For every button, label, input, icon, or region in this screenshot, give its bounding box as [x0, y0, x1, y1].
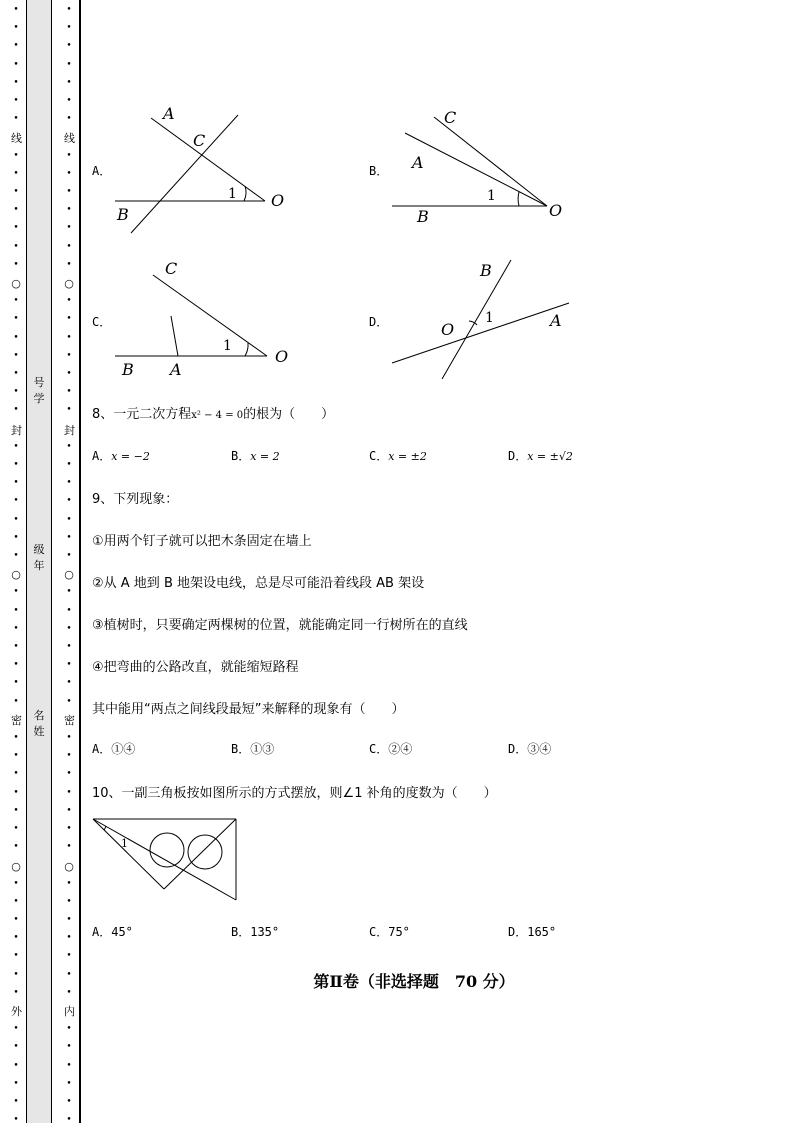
outer-dot: • — [13, 533, 19, 543]
fig-c-angle-1: 1 — [223, 338, 232, 354]
inner-mark: 线 — [64, 132, 75, 145]
outer-dot: • — [13, 642, 19, 652]
q9-option-d: D．③④ — [508, 742, 552, 756]
inner-dot: • — [66, 78, 72, 88]
inner-dot: • — [66, 733, 72, 743]
q9-option-c: C．②④ — [369, 742, 413, 756]
inner-dot: • — [66, 496, 72, 506]
outer-dot: • — [13, 260, 19, 270]
binding-line — [79, 0, 81, 1123]
fig-c-label-b: B — [122, 360, 134, 379]
outer-dot: • — [13, 915, 19, 925]
inner-dot: • — [66, 879, 72, 889]
outer-dot: • — [13, 988, 19, 998]
q9-question: 其中能用“两点之间线段最短”来解释的现象有（ ） — [92, 702, 405, 717]
q10-stem: 10、一副三角板按如图所示的方式摆放，则∠1 补角的度数为（ ） — [92, 786, 497, 801]
fig-b-label-c: C — [444, 108, 457, 127]
outer-dot: • — [13, 387, 19, 397]
inner-dot: • — [66, 5, 72, 15]
section-title: 第Ⅱ卷（非选择题 70 分） — [313, 972, 515, 991]
outer-dot: • — [13, 751, 19, 761]
outer-dot: • — [13, 478, 19, 488]
fig-b-label-o: O — [549, 201, 563, 220]
fig-d-label-a: A — [550, 311, 562, 330]
outer-dot: • — [13, 769, 19, 779]
fig-b-label-a: A — [412, 153, 424, 172]
outer-dot: • — [13, 496, 19, 506]
q8-option-b: B．x = 2 — [231, 449, 280, 463]
inner-dot: • — [66, 533, 72, 543]
outer-dot: • — [13, 1061, 19, 1071]
inner-dot: • — [66, 205, 72, 215]
inner-dot: • — [66, 606, 72, 616]
outer-dot: • — [13, 333, 19, 343]
outer-circle: ○ — [11, 277, 21, 290]
inner-dot: • — [66, 970, 72, 980]
outer-dot: • — [13, 624, 19, 634]
outer-dot: • — [13, 587, 19, 597]
inner-mark: 封 — [64, 424, 75, 437]
inner-dot: • — [66, 23, 72, 33]
inner-dot: • — [66, 96, 72, 106]
inner-dot: • — [66, 260, 72, 270]
q7-option-c-label: C． — [92, 315, 112, 329]
outer-dot: • — [13, 606, 19, 616]
inner-dot: • — [66, 788, 72, 798]
q9-item-3: ③植树时，只要确定两棵树的位置，就能确定同一行树所在的直线 — [92, 618, 468, 633]
inner-dot: • — [66, 442, 72, 452]
fig-d-label-b: B — [480, 261, 492, 280]
outer-dot: • — [13, 23, 19, 33]
outer-dot: • — [13, 114, 19, 124]
outer-dot: • — [13, 842, 19, 852]
outer-dot: • — [13, 5, 19, 15]
inner-dot: • — [66, 1079, 72, 1089]
q7-figure-a — [105, 100, 295, 240]
fig-c-label-c: C — [165, 259, 178, 278]
outer-dot: • — [13, 879, 19, 889]
inner-dot: • — [66, 1042, 72, 1052]
outer-dot: • — [13, 169, 19, 179]
inner-dot: • — [66, 642, 72, 652]
inner-dot: • — [66, 187, 72, 197]
binding-margin — [0, 0, 82, 1123]
inner-dot: • — [66, 351, 72, 361]
outer-mark: 封 — [11, 424, 22, 437]
inner-dot: • — [66, 933, 72, 943]
inner-dot: • — [66, 824, 72, 834]
q7-option-a-label: A． — [92, 164, 112, 178]
q10-triangle-figure — [92, 816, 242, 906]
inner-dot: • — [66, 114, 72, 124]
inner-dotted-column — [64, 0, 74, 1123]
q7-figure-c — [105, 255, 305, 385]
outer-dot: • — [13, 1079, 19, 1089]
inner-dot: • — [66, 697, 72, 707]
outer-mark: 外 — [11, 1005, 22, 1018]
q9-option-a: A．①④ — [92, 742, 136, 756]
inner-mark: 密 — [64, 714, 75, 727]
outer-dotted-column — [11, 0, 21, 1123]
q8-option-d: D．x = ±√2 — [508, 449, 573, 463]
q10-angle-1: 1 — [121, 837, 128, 850]
inner-dot: • — [66, 242, 72, 252]
outer-dot: • — [13, 897, 19, 907]
outer-dot: • — [13, 205, 19, 215]
inner-dot: • — [66, 660, 72, 670]
outer-dot: • — [13, 678, 19, 688]
inner-dot: • — [66, 169, 72, 179]
outer-dot: • — [13, 460, 19, 470]
outer-dot: • — [13, 60, 19, 70]
inner-dot: • — [66, 587, 72, 597]
inner-dot: • — [66, 1061, 72, 1071]
outer-dot: • — [13, 242, 19, 252]
outer-dot: • — [13, 369, 19, 379]
outer-dot: • — [13, 41, 19, 51]
q9-item-4: ④把弯曲的公路改直，就能缩短路程 — [92, 660, 299, 675]
q8-option-a: A．x = −2 — [92, 449, 150, 463]
fig-a-label-b: B — [117, 205, 129, 224]
inner-mark: 内 — [64, 1005, 75, 1018]
outer-dot: • — [13, 151, 19, 161]
inner-dot: • — [66, 369, 72, 379]
outer-circle: ○ — [11, 860, 21, 873]
outer-mark: 线 — [11, 132, 22, 145]
inner-circle: ○ — [64, 860, 74, 873]
outer-dot: • — [13, 1115, 19, 1125]
q10-option-c: C．75° — [369, 925, 410, 939]
inner-dot: • — [66, 678, 72, 688]
outer-dot: • — [13, 660, 19, 670]
inner-dot: • — [66, 314, 72, 324]
inner-dot: • — [66, 223, 72, 233]
q9-item-2: ②从 A 地到 B 地架设电线，总是尽可能沿着线段 AB 架设 — [92, 576, 425, 591]
inner-circle: ○ — [64, 277, 74, 290]
fig-a-angle-1: 1 — [228, 186, 237, 202]
q9-item-1: ①用两个钉子就可以把木条固定在墙上 — [92, 534, 312, 549]
outer-dot: • — [13, 1024, 19, 1034]
inner-dot: • — [66, 751, 72, 761]
q9-option-b: B．①③ — [231, 742, 275, 756]
inner-circle: ○ — [64, 568, 74, 581]
outer-dot: • — [13, 405, 19, 415]
q8-stem: 8、一元二次方程x² − 4 = 0的根为（ ） — [92, 407, 335, 422]
inner-dot: • — [66, 333, 72, 343]
inner-dot: • — [66, 1024, 72, 1034]
outer-mark: 密 — [11, 714, 22, 727]
q7-option-d-label: D． — [369, 315, 389, 329]
q7-figure-d — [385, 255, 585, 385]
inner-dot: • — [66, 460, 72, 470]
outer-dot: • — [13, 442, 19, 452]
inner-dot: • — [66, 915, 72, 925]
fig-c-label-o: O — [275, 347, 289, 366]
inner-dot: • — [66, 769, 72, 779]
q10-option-d: D．165° — [508, 925, 557, 939]
fig-d-angle-1: 1 — [485, 310, 494, 326]
inner-dot: • — [66, 41, 72, 51]
fig-a-label-a: A — [163, 104, 175, 123]
inner-dot: • — [66, 1097, 72, 1107]
q7-figure-b — [385, 100, 585, 235]
inner-dot: • — [66, 988, 72, 998]
outer-dot: • — [13, 223, 19, 233]
q10-option-a: A．45° — [92, 925, 133, 939]
fig-b-angle-1: 1 — [487, 188, 496, 204]
inner-dot: • — [66, 951, 72, 961]
fig-a-label-c: C — [193, 131, 206, 150]
fig-a-label-o: O — [271, 191, 285, 210]
outer-dot: • — [13, 933, 19, 943]
inner-dot: • — [66, 405, 72, 415]
q7-option-b-label: B． — [369, 164, 389, 178]
inner-dot: • — [66, 478, 72, 488]
outer-dot: • — [13, 951, 19, 961]
inner-dot: • — [66, 842, 72, 852]
inner-dot: • — [66, 151, 72, 161]
inner-dot: • — [66, 624, 72, 634]
inner-dot: • — [66, 515, 72, 525]
outer-dot: • — [13, 351, 19, 361]
field-student-number: 号学 — [33, 376, 45, 405]
outer-dot: • — [13, 733, 19, 743]
inner-dot: • — [66, 387, 72, 397]
fig-d-label-o: O — [441, 320, 455, 339]
outer-dot: • — [13, 970, 19, 980]
inner-dot: • — [66, 296, 72, 306]
outer-dot: • — [13, 296, 19, 306]
fig-b-label-b: B — [417, 207, 429, 226]
outer-dot: • — [13, 824, 19, 834]
field-name: 名姓 — [33, 709, 45, 738]
q8-equation: x² − 4 = 0 — [191, 410, 244, 421]
outer-dot: • — [13, 314, 19, 324]
outer-dot: • — [13, 806, 19, 816]
inner-dot: • — [66, 806, 72, 816]
inner-dot: • — [66, 60, 72, 70]
outer-dot: • — [13, 1097, 19, 1107]
outer-dot: • — [13, 1042, 19, 1052]
outer-dot: • — [13, 78, 19, 88]
inner-dot: • — [66, 897, 72, 907]
outer-dot: • — [13, 551, 19, 561]
q9-stem: 9、下列现象： — [92, 492, 179, 507]
inner-dot: • — [66, 551, 72, 561]
outer-dot: • — [13, 515, 19, 525]
q10-option-b: B．135° — [231, 925, 280, 939]
field-grade: 级年 — [33, 543, 45, 572]
fig-c-label-a: A — [170, 360, 182, 379]
outer-circle: ○ — [11, 568, 21, 581]
q8-option-c: C．x = ±2 — [369, 449, 427, 463]
outer-dot: • — [13, 96, 19, 106]
outer-dot: • — [13, 187, 19, 197]
outer-dot: • — [13, 697, 19, 707]
outer-dot: • — [13, 788, 19, 798]
inner-dot: • — [66, 1115, 72, 1125]
